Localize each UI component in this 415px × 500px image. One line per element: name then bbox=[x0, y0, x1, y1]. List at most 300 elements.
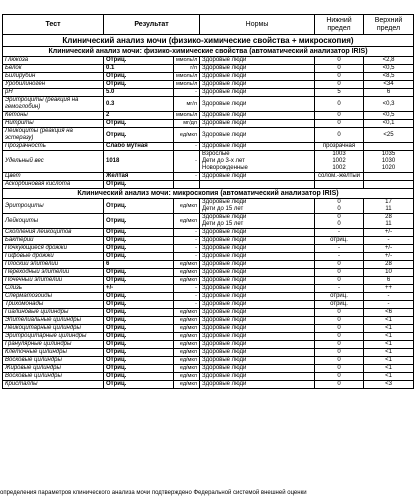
min-value: 5 bbox=[337, 89, 341, 95]
min-value: 0 bbox=[337, 81, 341, 87]
test-name: Почкующиеся дрожжи bbox=[3, 245, 104, 253]
footer-note: определения параметров клинического анализа мочи подтверждено Федеральной системой внешней оценки bbox=[0, 490, 307, 496]
max-limit bbox=[364, 253, 414, 261]
norm-group bbox=[200, 333, 315, 341]
min-limit bbox=[315, 237, 364, 245]
test-name: Белок bbox=[3, 65, 104, 73]
result-value: Отриц. bbox=[104, 325, 174, 333]
result-unit: - bbox=[174, 237, 200, 245]
min-value: 0 bbox=[337, 373, 341, 379]
max-value: 11 bbox=[385, 221, 392, 227]
table-header bbox=[3, 15, 414, 35]
norm-label: Здоровые люди bbox=[202, 73, 247, 79]
table-row bbox=[3, 199, 414, 214]
min-limit bbox=[315, 229, 364, 237]
subsection-title: Клинический анализ мочи: физико-химические свойства (автоматический анализатор IRIS) bbox=[3, 47, 414, 57]
norm-label: Взрослые bbox=[202, 151, 230, 157]
norm-label: Здоровые люди bbox=[202, 349, 247, 355]
max-limit bbox=[364, 173, 414, 181]
result-unit: ед/мкл bbox=[174, 317, 200, 325]
table-row bbox=[3, 301, 414, 309]
max-limit bbox=[364, 57, 414, 65]
result-unit: ед/мкл bbox=[174, 373, 200, 381]
max-value: <8,5 bbox=[382, 73, 395, 79]
result-value: Отриц. bbox=[104, 57, 174, 65]
table-row bbox=[3, 285, 414, 293]
subsection-title-row bbox=[3, 47, 414, 57]
result-value: Отриц. bbox=[104, 245, 174, 253]
norm-label: Здоровые люди bbox=[202, 333, 247, 339]
result-value: Желтая bbox=[104, 173, 174, 181]
min-value: 0 bbox=[337, 309, 341, 315]
min-value: прозрачная bbox=[322, 143, 356, 149]
norm-label: Здоровые люди bbox=[202, 373, 247, 379]
result-unit: ед/мкл bbox=[174, 381, 200, 389]
section-title-row bbox=[3, 35, 414, 47]
table-row bbox=[3, 293, 414, 301]
table-row bbox=[3, 214, 414, 229]
norm-group bbox=[200, 151, 315, 173]
norm-group bbox=[200, 253, 315, 261]
result-value: Отриц. bbox=[104, 229, 174, 237]
result-value: 0.1 bbox=[104, 65, 174, 73]
max-value: <0,3 bbox=[382, 100, 395, 107]
result-unit: ммоль/л bbox=[174, 73, 200, 81]
norm-label: Здоровые люди bbox=[202, 357, 247, 363]
max-value: 1035 bbox=[381, 151, 396, 157]
max-value: <0,5 bbox=[382, 112, 395, 118]
max-value: <1 bbox=[385, 333, 392, 339]
result-value: Отриц. bbox=[104, 199, 174, 214]
norm-group bbox=[200, 317, 315, 325]
norm-group bbox=[200, 199, 315, 214]
result-unit: ед/мкл bbox=[174, 325, 200, 333]
min-value: 0 bbox=[337, 317, 341, 323]
table-row bbox=[3, 365, 414, 373]
result-value: Отриц. bbox=[104, 128, 174, 143]
norm-group bbox=[200, 357, 315, 365]
norm-label: Здоровые люди bbox=[202, 214, 247, 220]
result-unit: - bbox=[174, 301, 200, 309]
result-unit: - bbox=[174, 285, 200, 293]
max-value: <2,8 bbox=[382, 57, 395, 63]
header-norms: Нормы bbox=[200, 15, 315, 35]
table-row bbox=[3, 245, 414, 253]
norm-label: Здоровые люди bbox=[202, 293, 247, 299]
norm-group bbox=[200, 309, 315, 317]
result-value: Отриц. bbox=[104, 269, 174, 277]
norm-label: Здоровые люди bbox=[202, 365, 247, 371]
table-row bbox=[3, 317, 414, 325]
min-limit bbox=[315, 112, 364, 120]
norm-label: Здоровые люди bbox=[202, 199, 247, 205]
norm-group bbox=[200, 89, 315, 97]
norm-label: Дети до 15 лет bbox=[202, 206, 244, 212]
min-limit bbox=[315, 143, 364, 151]
table-row bbox=[3, 173, 414, 181]
min-limit bbox=[315, 349, 364, 357]
test-name: Эритроциты bbox=[3, 199, 104, 214]
norm-group bbox=[200, 349, 315, 357]
table-row bbox=[3, 65, 414, 73]
norm-label: Здоровые люди bbox=[202, 269, 247, 275]
results-table bbox=[2, 14, 414, 389]
test-name: Переходный эпителий bbox=[3, 269, 104, 277]
test-name: Удельный вес bbox=[3, 151, 104, 173]
norm-label: Здоровые люди bbox=[202, 341, 247, 347]
result-unit: ед/мкл bbox=[174, 269, 200, 277]
norm-label: Здоровые люди bbox=[202, 143, 247, 149]
max-value: <1 bbox=[385, 373, 392, 379]
norm-group bbox=[200, 285, 315, 293]
table-row bbox=[3, 381, 414, 389]
result-unit: ед/мкл bbox=[174, 365, 200, 373]
result-value: Отриц. bbox=[104, 317, 174, 325]
min-limit bbox=[315, 301, 364, 309]
result-value: 1018 bbox=[104, 151, 174, 173]
norm-group bbox=[200, 245, 315, 253]
min-value: 0 bbox=[337, 277, 341, 283]
test-name: Прозрачность bbox=[3, 143, 104, 151]
max-value bbox=[366, 173, 411, 180]
norm-group bbox=[200, 261, 315, 269]
result-value: Отриц. bbox=[104, 333, 174, 341]
result-value: +/- bbox=[104, 285, 174, 293]
max-value: 11 bbox=[385, 206, 392, 212]
result-unit: ед/мкл bbox=[174, 128, 200, 143]
min-limit bbox=[315, 277, 364, 285]
max-value: ++ bbox=[385, 285, 393, 291]
test-name: Эритроциты (реакция на гемоглобин) bbox=[3, 97, 104, 112]
min-limit bbox=[315, 199, 364, 214]
max-value: +/- bbox=[384, 253, 393, 259]
norm-group bbox=[200, 81, 315, 89]
result-unit: ед/мкл bbox=[174, 341, 200, 349]
test-name: Лейкоцитарные цилиндры bbox=[3, 325, 104, 333]
min-value: 0 bbox=[337, 100, 341, 107]
result-value: Отриц. bbox=[104, 349, 174, 357]
result-value: Отриц. bbox=[104, 237, 174, 245]
result-unit: ед/мкл bbox=[174, 349, 200, 357]
min-value: 0 bbox=[337, 221, 341, 227]
result-value: Отриц. bbox=[104, 293, 174, 301]
norm-group bbox=[200, 365, 315, 373]
result-unit: - bbox=[174, 253, 200, 261]
norm-label: Здоровые люди bbox=[202, 100, 247, 107]
result-unit: ммоль/л bbox=[174, 81, 200, 89]
test-name: Глюкоза bbox=[3, 57, 104, 65]
max-value: <0,5 bbox=[382, 65, 395, 71]
header-test: Тест bbox=[3, 15, 104, 35]
table-row bbox=[3, 309, 414, 317]
max-limit bbox=[364, 151, 414, 173]
min-value: - bbox=[338, 229, 341, 235]
norm-group bbox=[200, 293, 315, 301]
result-unit: ммоль/л bbox=[174, 57, 200, 65]
result-unit: ед/мкл bbox=[174, 214, 200, 229]
min-value: 0 bbox=[337, 349, 341, 355]
table-row bbox=[3, 269, 414, 277]
result-unit: ед/мкл bbox=[174, 261, 200, 269]
min-limit bbox=[315, 373, 364, 381]
max-limit bbox=[364, 309, 414, 317]
result-value: 5.0 bbox=[104, 89, 174, 97]
subsection-title-row bbox=[3, 189, 414, 199]
min-value: 0 bbox=[337, 131, 341, 138]
max-limit bbox=[364, 112, 414, 120]
min-value: 0 bbox=[337, 214, 341, 220]
test-name: Билирубин bbox=[3, 73, 104, 81]
norm-label: Здоровые люди bbox=[202, 381, 247, 387]
header-min: Нижний предел bbox=[315, 15, 364, 35]
header-result: Результат bbox=[104, 15, 200, 35]
norm-label: Дети до 15 лет bbox=[202, 221, 244, 227]
max-value: - bbox=[387, 293, 390, 299]
max-limit bbox=[364, 214, 414, 229]
max-limit bbox=[364, 325, 414, 333]
min-value bbox=[317, 181, 361, 188]
max-value: <0,1 bbox=[382, 120, 395, 126]
table-row bbox=[3, 261, 414, 269]
norm-label: Здоровые люди bbox=[202, 237, 247, 243]
test-name: pH bbox=[3, 89, 104, 97]
max-value: +/- bbox=[384, 245, 393, 251]
max-limit bbox=[364, 317, 414, 325]
min-value: 1002 bbox=[332, 165, 346, 171]
min-value: 0 bbox=[337, 269, 341, 275]
table-row bbox=[3, 112, 414, 120]
max-value: 28 bbox=[385, 214, 392, 220]
subsection-title: Клинический анализ мочи: микроскопия (автоматический анализатор IRIS) bbox=[3, 189, 414, 199]
max-value: <25 bbox=[383, 131, 394, 138]
test-name: Жировые цилиндры bbox=[3, 365, 104, 373]
norm-label bbox=[202, 181, 312, 188]
max-limit bbox=[364, 237, 414, 245]
min-limit bbox=[315, 89, 364, 97]
norm-group bbox=[200, 381, 315, 389]
max-value: +/- bbox=[384, 229, 393, 235]
max-limit bbox=[364, 97, 414, 112]
norm-group bbox=[200, 65, 315, 73]
max-limit bbox=[364, 333, 414, 341]
test-name: Эритроцитарные цилиндры bbox=[3, 333, 104, 341]
test-name: Кристаллы bbox=[3, 381, 104, 389]
min-value: 0 bbox=[337, 73, 341, 79]
max-limit bbox=[364, 73, 414, 81]
min-limit bbox=[315, 97, 364, 112]
min-limit bbox=[315, 65, 364, 73]
norm-label: Новорожденные bbox=[202, 165, 248, 171]
max-value: - bbox=[387, 301, 390, 307]
result-unit: ед/мкл bbox=[174, 199, 200, 214]
max-limit bbox=[364, 277, 414, 285]
max-value: <3 bbox=[385, 381, 392, 387]
min-limit bbox=[315, 253, 364, 261]
test-name: Лейкоциты (реакция на эстеразу) bbox=[3, 128, 104, 143]
norm-group bbox=[200, 173, 315, 181]
min-limit bbox=[315, 261, 364, 269]
max-value: 17 bbox=[385, 199, 392, 205]
norm-group bbox=[200, 325, 315, 333]
min-value: 0 bbox=[337, 199, 341, 205]
min-limit bbox=[315, 269, 364, 277]
result-unit: мг/дл bbox=[174, 120, 200, 128]
min-limit bbox=[315, 317, 364, 325]
result-value: Отриц. bbox=[104, 214, 174, 229]
min-limit bbox=[315, 73, 364, 81]
max-limit bbox=[364, 285, 414, 293]
result-value: Отриц. bbox=[104, 301, 174, 309]
result-value: Отриц. bbox=[104, 120, 174, 128]
test-name: Гранулярные цилиндры bbox=[3, 341, 104, 349]
norm-group bbox=[200, 301, 315, 309]
min-value: 0 bbox=[337, 365, 341, 371]
min-value: 1002 bbox=[332, 158, 346, 164]
test-name: Бактерии bbox=[3, 237, 104, 245]
min-value: - bbox=[338, 285, 341, 291]
table-row bbox=[3, 341, 414, 349]
max-limit bbox=[364, 89, 414, 97]
max-limit bbox=[364, 120, 414, 128]
min-value: 0 bbox=[337, 261, 341, 267]
section-title: Клинический анализ мочи (физико-химические свойства + микроскопия) bbox=[3, 35, 414, 47]
min-limit bbox=[315, 341, 364, 349]
max-value: 1020 bbox=[381, 165, 396, 171]
table-row bbox=[3, 181, 414, 189]
min-limit bbox=[315, 357, 364, 365]
min-limit bbox=[315, 285, 364, 293]
result-unit: - bbox=[174, 245, 200, 253]
table-row bbox=[3, 237, 414, 245]
result-unit: - bbox=[174, 229, 200, 237]
max-limit bbox=[364, 229, 414, 237]
table-row bbox=[3, 325, 414, 333]
max-limit bbox=[364, 245, 414, 253]
min-limit bbox=[315, 81, 364, 89]
result-value: Отриц. bbox=[104, 365, 174, 373]
norm-label: Здоровые люди bbox=[202, 120, 247, 126]
table-row bbox=[3, 253, 414, 261]
result-value: 2 bbox=[104, 112, 174, 120]
max-limit bbox=[364, 341, 414, 349]
min-limit bbox=[315, 120, 364, 128]
norm-label: Здоровые люди bbox=[202, 173, 247, 179]
test-name: Восковые цилиндры bbox=[3, 357, 104, 365]
min-value: 1003 bbox=[332, 151, 346, 157]
max-value bbox=[366, 181, 411, 188]
result-unit: г/л bbox=[174, 65, 200, 73]
min-value: 0 bbox=[337, 65, 341, 71]
table-row bbox=[3, 277, 414, 285]
max-value: 1030 bbox=[381, 158, 396, 164]
table-row bbox=[3, 89, 414, 97]
result-unit: - bbox=[174, 89, 200, 97]
norm-group bbox=[200, 128, 315, 143]
norm-label: Здоровые люди bbox=[202, 131, 247, 138]
test-name: Уробилиноген bbox=[3, 81, 104, 89]
max-limit bbox=[364, 199, 414, 214]
result-value: Слабо мутная bbox=[104, 143, 174, 151]
norm-group bbox=[200, 112, 315, 120]
max-limit bbox=[364, 181, 414, 189]
test-name: Трихомонады bbox=[3, 301, 104, 309]
norm-group bbox=[200, 120, 315, 128]
min-value: - bbox=[338, 253, 341, 259]
test-name: Гифовые дрожжи bbox=[3, 253, 104, 261]
test-name: Почечный эпителий bbox=[3, 277, 104, 285]
test-name: Плоский эпителий bbox=[3, 261, 104, 269]
norm-group bbox=[200, 181, 315, 189]
max-limit bbox=[364, 143, 414, 151]
result-value: Отриц. bbox=[104, 357, 174, 365]
test-name: Аскорбиновая кислота bbox=[3, 181, 104, 189]
result-value: Отриц. bbox=[104, 81, 174, 89]
min-limit bbox=[315, 333, 364, 341]
result-value: 6 bbox=[104, 261, 174, 269]
result-unit: ммоль/л bbox=[174, 112, 200, 120]
min-limit bbox=[315, 173, 364, 181]
norm-label: Здоровые люди bbox=[202, 81, 247, 87]
result-unit: - bbox=[174, 143, 200, 151]
max-value: <1 bbox=[385, 349, 392, 355]
norm-group bbox=[200, 97, 315, 112]
table-row bbox=[3, 97, 414, 112]
min-value: 0 bbox=[337, 57, 341, 63]
test-name: Цвет bbox=[3, 173, 104, 181]
min-value: 0 bbox=[337, 206, 341, 212]
max-value: <34 bbox=[383, 81, 394, 87]
test-name: Гиалиновые цилиндры bbox=[3, 309, 104, 317]
norm-label: Здоровые люди bbox=[202, 309, 247, 315]
min-limit bbox=[315, 214, 364, 229]
norm-group bbox=[200, 237, 315, 245]
norm-group bbox=[200, 143, 315, 151]
test-name: Клеточные цилиндры bbox=[3, 349, 104, 357]
table-row bbox=[3, 357, 414, 365]
max-value bbox=[366, 143, 411, 150]
norm-group bbox=[200, 277, 315, 285]
norm-label: Здоровые люди bbox=[202, 89, 247, 95]
min-limit bbox=[315, 365, 364, 373]
max-limit bbox=[364, 269, 414, 277]
norm-group bbox=[200, 73, 315, 81]
test-name: Восковые цилиндры bbox=[3, 373, 104, 381]
min-value: 0 bbox=[337, 341, 341, 347]
result-unit: ед/мкл bbox=[174, 277, 200, 285]
min-limit bbox=[315, 325, 364, 333]
test-name: Нитриты bbox=[3, 120, 104, 128]
test-name: Эпителиальные цилиндры bbox=[3, 317, 104, 325]
table-row bbox=[3, 333, 414, 341]
min-value: 0 bbox=[337, 357, 341, 363]
max-value: <1 bbox=[385, 341, 392, 347]
max-value: - bbox=[387, 237, 390, 243]
result-value: Отриц. bbox=[104, 253, 174, 261]
test-name: Кетоны bbox=[3, 112, 104, 120]
table-row bbox=[3, 373, 414, 381]
min-value: 0 bbox=[337, 112, 341, 118]
test-name: Лейкоциты bbox=[3, 214, 104, 229]
result-value: Отриц. bbox=[104, 381, 174, 389]
norm-label: Здоровые люди bbox=[202, 57, 247, 63]
norm-label: Дети до 3-х лет bbox=[202, 158, 245, 164]
norm-label: Здоровые люди bbox=[202, 112, 247, 118]
max-limit bbox=[364, 261, 414, 269]
result-unit: ед/мкл bbox=[174, 333, 200, 341]
result-unit: - bbox=[174, 293, 200, 301]
max-limit bbox=[364, 293, 414, 301]
min-limit bbox=[315, 181, 364, 189]
